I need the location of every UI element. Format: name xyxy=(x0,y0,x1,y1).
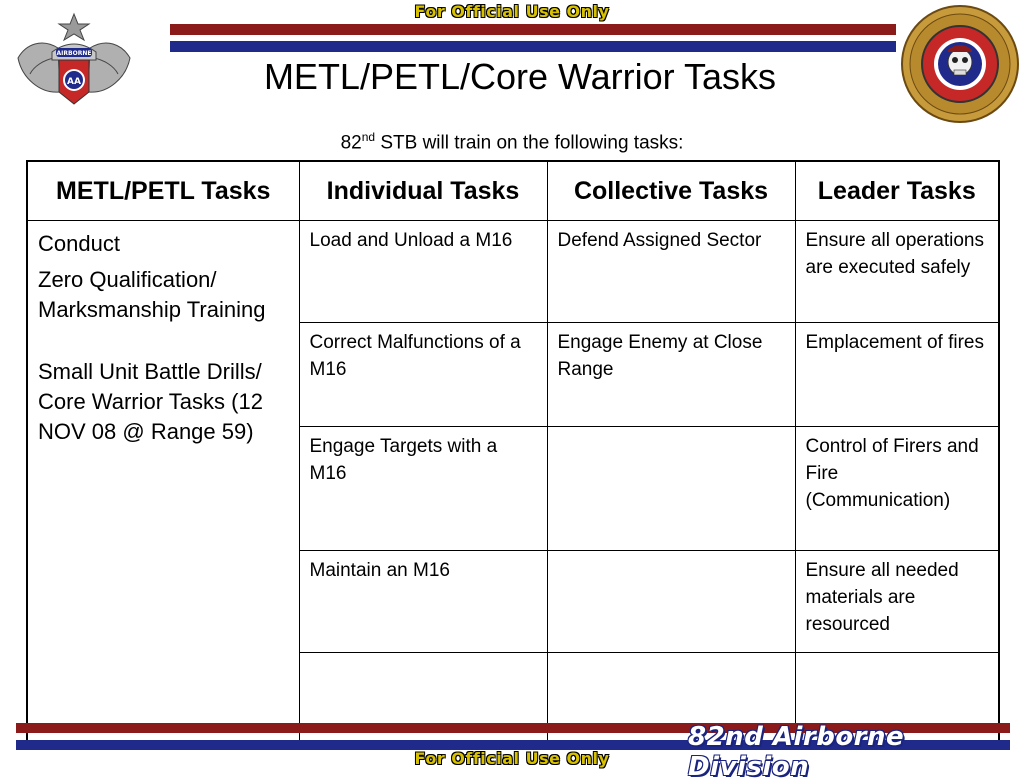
table-header-row xyxy=(27,161,999,221)
metl-line: Small Unit Battle Drills/ Core Warrior Tasks (12 NOV 08 @ Range 59) xyxy=(38,359,263,444)
aa-patch-text: AA xyxy=(67,77,81,87)
leader-task-cell: Ensure all operations are executed safely xyxy=(795,221,999,323)
metl-line: Conduct xyxy=(38,231,120,256)
collective-task-cell: Engage Enemy at Close Range xyxy=(547,323,795,427)
airborne-tab-text: AIRBORNE xyxy=(56,50,92,57)
individual-task-cell: Maintain an M16 xyxy=(299,551,547,653)
classification-banner-top: For Official Use Only xyxy=(414,2,610,21)
top-blue-stripe xyxy=(170,41,896,52)
division-name: 82nd Airborne Division xyxy=(688,722,905,782)
individual-task-cell xyxy=(299,653,547,749)
metl-line: Zero Qualification/ Marksmanship Training xyxy=(38,267,266,322)
top-red-stripe xyxy=(170,24,896,35)
slide-title: METL/PETL/Core Warrior Tasks xyxy=(263,56,777,97)
leader-task-cell: Emplacement of fires xyxy=(795,323,999,427)
table-row xyxy=(27,221,999,323)
individual-task-cell: Load and Unload a M16 xyxy=(299,221,547,323)
collective-task-cell xyxy=(547,427,795,551)
collective-task-cell xyxy=(547,551,795,653)
individual-task-cell: Engage Targets with a M16 xyxy=(299,427,547,551)
classification-banner-bottom: For Official Use Only xyxy=(414,749,610,768)
collective-task-cell: Defend Assigned Sector xyxy=(547,221,795,323)
slide-subtitle xyxy=(0,130,1024,154)
leader-task-cell: Ensure all needed materials are resourced xyxy=(795,551,999,653)
tasks-table xyxy=(26,160,1000,750)
header-individual: Individual Tasks xyxy=(299,161,547,221)
airborne-badge-logo xyxy=(12,8,136,108)
individual-task-cell: Correct Malfunctions of a M16 xyxy=(299,323,547,427)
leader-task-cell: Control of Firers and Fire (Communication) xyxy=(795,427,999,551)
subtitle-text: STB will train on the following tasks: xyxy=(375,132,684,154)
header-collective: Collective Tasks xyxy=(547,161,795,221)
battalion-seal-logo xyxy=(900,4,1020,124)
header-leader: Leader Tasks xyxy=(795,161,999,221)
header-metl-petl: METL/PETL Tasks xyxy=(27,161,299,221)
metl-cell xyxy=(27,221,299,749)
subtitle-superscript: nd xyxy=(361,130,376,144)
subtitle-number: 82 xyxy=(340,132,362,154)
